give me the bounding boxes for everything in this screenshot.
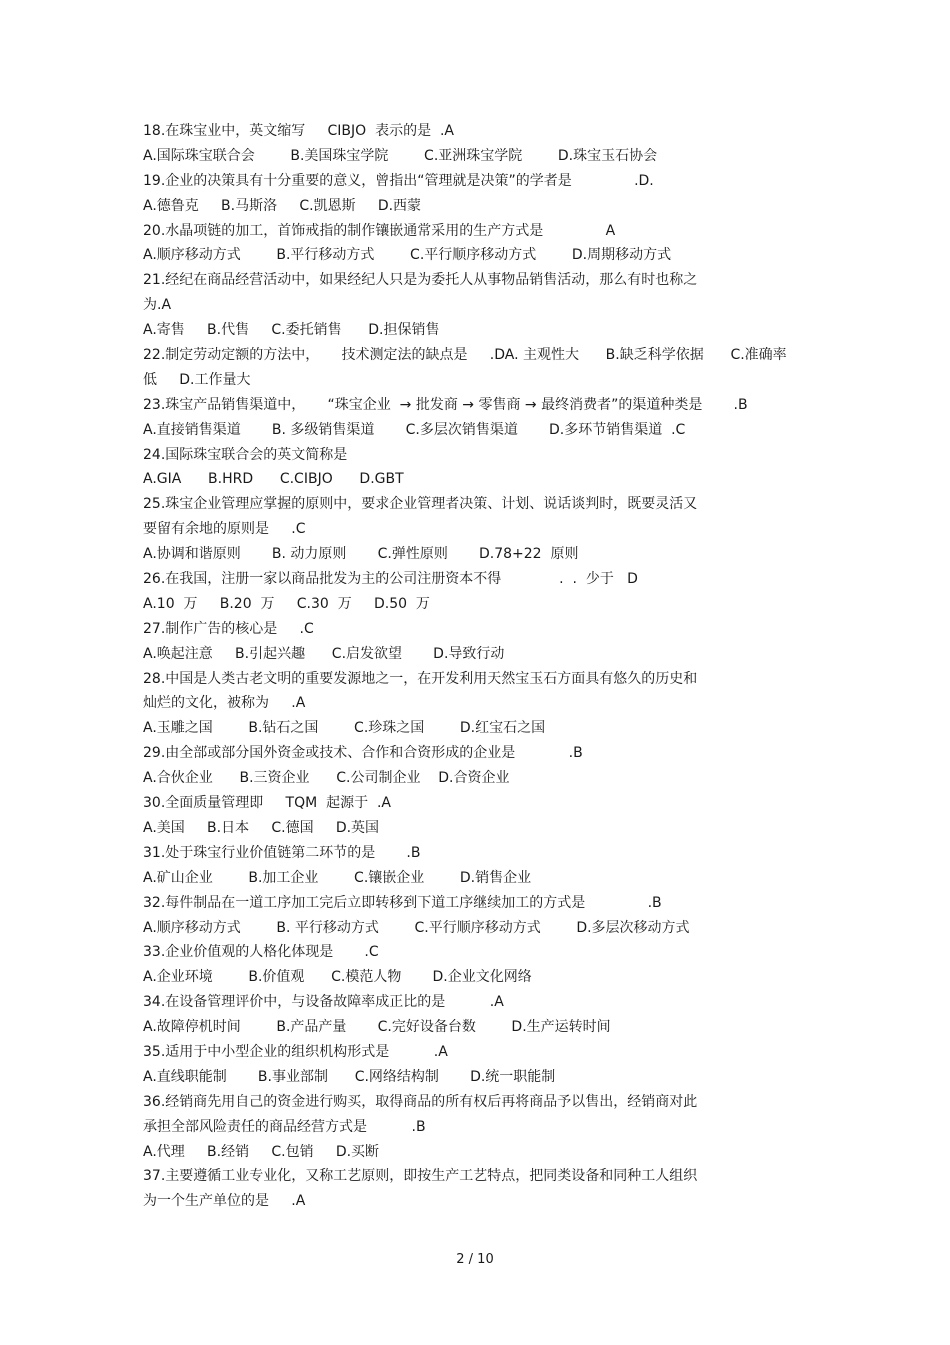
text-line: A.寄售 B.代售 C.委托销售 D.担保销售 — [143, 322, 440, 339]
text-line: A.直接销售渠道 B. 多级销售渠道 C.多层次销售渠道 D.多环节销售渠道 .C — [143, 421, 686, 438]
text-line: A.国际珠宝联合会 B.美国珠宝学院 C.亚洲珠宝学院 D.珠宝玉石协会 — [143, 147, 658, 164]
text-line: 为一个生产单位的是 .A — [143, 1193, 306, 1210]
text-line: 20.水晶项链的加工，首饰戒指的制作镶嵌通常采用的生产方式是 A — [143, 222, 616, 239]
question-list — [143, 119, 818, 1214]
text-line: A.故障停机时间 B.产品产量 C.完好设备台数 D.生产运转时间 — [143, 1019, 611, 1036]
text-line: 19.企业的决策具有十分重要的意义，曾指出“管理就是决策”的学者是 .D. — [143, 172, 654, 189]
text-line: A.唤起注意 B.引起兴趣 C.启发欲望 D.导致行动 — [143, 645, 505, 662]
text-line: 31.处于珠宝行业价值链第二环节的是 .B — [143, 844, 421, 861]
page-number: 2 / 10 — [456, 1252, 494, 1267]
text-line: A.协调和谐原则 B. 动力原则 C.弹性原则 D.78+22 原则 — [143, 546, 579, 563]
text-line: 灿烂的文化，被称为 .A — [143, 695, 306, 712]
text-line: A.直线职能制 B.事业部制 C.网络结构制 D.统一职能制 — [143, 1068, 556, 1085]
text-line: A.顺序移动方式 B. 平行移动方式 C.平行顺序移动方式 D.多层次移动方式 — [143, 919, 690, 936]
text-line: 23.珠宝产品销售渠道中， “珠宝企业 → 批发商 → 零售商 → 最终消费者”的渠道种类是 .B — [143, 396, 748, 413]
text-line: 21.经纪在商品经营活动中，如果经纪人只是为委托人从事物品销售活动，那么有时也称之 — [143, 272, 698, 289]
text-line: A.德鲁克 B.马斯洛 C.凯恩斯 D.西蒙 — [143, 197, 422, 214]
text-line: 24.国际珠宝联合会的英文简称是 — [143, 446, 348, 463]
text-line: A.矿山企业 B.加工企业 C.镶嵌企业 D.销售企业 — [143, 869, 532, 886]
text-line: 22.制定劳动定额的方法中， 技术测定法的缺点是 .DA. 主观性大 B.缺乏科学依据 C.准确率 — [143, 347, 787, 364]
text-line: A.美国 B.日本 C.德国 D.英国 — [143, 819, 380, 836]
text-line: 33.企业价值观的人格化体现是 .C — [143, 944, 379, 961]
text-line: A.企业环境 B.价值观 C.模范人物 D.企业文化网络 — [143, 969, 532, 986]
text-line: 29.由全部或部分国外资金或技术、合作和合资形成的企业是 .B — [143, 745, 583, 762]
text-line: 为.A — [143, 297, 172, 314]
text-line: A.GIA B.HRD C.CIBJO D.GBT — [143, 471, 404, 488]
text-line: 30.全面质量管理即 TQM 起源于 .A — [143, 795, 391, 812]
text-line: 承担全部风险责任的商品经营方式是 .B — [143, 1118, 426, 1135]
text-line: A.合伙企业 B.三资企业 C.公司制企业 D.合资企业 — [143, 770, 510, 787]
text-line: 35.适用于中小型企业的组织机构形式是 .A — [143, 1043, 448, 1060]
text-line: 25.珠宝企业管理应掌握的原则中，要求企业管理者决策、计划、说话谈判时，既要灵活又 — [143, 496, 698, 513]
text-line: A.代理 B.经销 C.包销 D.买断 — [143, 1143, 380, 1160]
text-line: 27.制作广告的核心是 .C — [143, 620, 314, 637]
text-line: 37.主要遵循工业专业化，又称工艺原则，即按生产工艺特点，把同类设备和同种工人组织 — [143, 1168, 698, 1185]
text-line: 32.每件制品在一道工序加工完后立即转移到下道工序继续加工的方式是 .B — [143, 894, 662, 911]
text-line: 要留有余地的原则是 .C — [143, 521, 306, 538]
text-line: 18.在珠宝业中，英文缩写 CIBJO 表示的是 .A — [143, 123, 455, 139]
text-line: A.10 万 B.20 万 C.30 万 D.50 万 — [143, 595, 430, 612]
text-line: 低 D.工作量大 — [143, 371, 251, 388]
text-line: A.顺序移动方式 B.平行移动方式 C.平行顺序移动方式 D.周期移动方式 — [143, 247, 672, 264]
text-line: 28.中国是人类古老文明的重要发源地之一，在开发利用天然宝玉石方面具有悠久的历史和 — [143, 670, 698, 687]
text-line: 34.在设备管理评价中，与设备故障率成正比的是 .A — [143, 994, 504, 1011]
text-line: 36.经销商先用自己的资金进行购买，取得商品的所有权后再将商品予以售出，经销商对此 — [143, 1093, 698, 1110]
text-line: 26.在我国，注册一家以商品批发为主的公司注册资本不得 . . 少于 D — [143, 571, 638, 588]
text-line: A.玉雕之国 B.钻石之国 C.珍珠之国 D.红宝石之国 — [143, 720, 546, 737]
